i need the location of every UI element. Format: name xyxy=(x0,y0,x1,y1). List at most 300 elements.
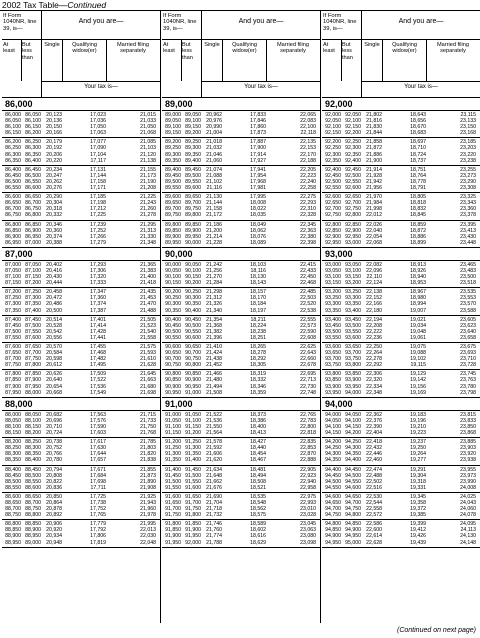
qualifying-tax-cell: 17,144 xyxy=(90,172,106,179)
married-separate-tax-cell: 23,955 xyxy=(460,466,476,473)
at-least-cell: 87,400 xyxy=(5,316,21,323)
qualifying-tax-cell: 17,252 xyxy=(90,227,106,234)
at-least-cell: 94,550 xyxy=(325,484,341,491)
single-tax-cell: 21,270 xyxy=(206,274,222,281)
less-than-cell: 93,800 xyxy=(345,362,361,369)
less-than-cell: 87,700 xyxy=(25,350,41,357)
single-tax-cell: 22,194 xyxy=(366,316,382,323)
qualifying-tax-cell: 18,764 xyxy=(410,172,426,179)
less-than-cell: 89,000 xyxy=(25,539,41,546)
table-row xyxy=(162,485,320,491)
qualifying-tax-cell: 18,980 xyxy=(410,295,426,302)
at-least-cell: 90,100 xyxy=(165,274,181,281)
single-tax-cell: 21,116 xyxy=(206,185,222,192)
single-tax-cell: 20,948 xyxy=(46,539,62,546)
table-row xyxy=(2,280,160,286)
table-row xyxy=(2,212,160,218)
single-tax-cell: 21,004 xyxy=(206,130,222,137)
single-tax-cell: 20,794 xyxy=(46,466,62,473)
form-line-label: If Form 1040NR, line 39, is— xyxy=(323,13,357,32)
married-separate-tax-cell: 23,448 xyxy=(460,239,476,246)
qualifying-tax-cell: 18,832 xyxy=(410,206,426,213)
qualifying-tax-cell: 17,549 xyxy=(90,389,106,396)
at-least-cell: 88,500 xyxy=(5,478,21,485)
single-tax-cell: 22,320 xyxy=(366,377,382,384)
row-group xyxy=(162,493,320,520)
less-than-cell: 87,350 xyxy=(25,301,41,308)
single-tax-cell: 20,472 xyxy=(46,295,62,302)
qualifying-tax-cell: 18,548 xyxy=(250,499,266,506)
single-tax-cell: 22,544 xyxy=(366,499,382,506)
at-least-cell: 92,300 xyxy=(325,151,341,158)
married-separate-tax-cell: 21,838 xyxy=(140,457,156,464)
less-than-cell: 92,350 xyxy=(345,151,361,158)
at-least-cell: 91,300 xyxy=(165,451,181,458)
income-block xyxy=(162,398,320,548)
table-row xyxy=(162,457,320,463)
married-separate-tax-cell: 23,973 xyxy=(460,472,476,479)
qualifying-tax-cell: 17,023 xyxy=(90,112,106,118)
row-group xyxy=(2,138,160,165)
qualifying-tax-cell: 17,603 xyxy=(90,430,106,437)
row-group xyxy=(2,370,160,397)
qualifying-tax-cell: 18,265 xyxy=(250,344,266,350)
qualifying-tax-cell: 17,941 xyxy=(250,166,266,173)
at-least-cell: 87,050 xyxy=(5,267,21,274)
less-than-cell: 91,550 xyxy=(185,478,201,485)
at-least-cell: 93,550 xyxy=(325,334,341,341)
single-tax-cell: 20,556 xyxy=(46,334,62,341)
at-least-cell: 88,900 xyxy=(5,533,21,540)
less-than-cell: 87,300 xyxy=(25,295,41,302)
married-separate-tax-cell: 22,678 xyxy=(300,362,316,369)
at-least-cell: 87,500 xyxy=(5,328,21,335)
less-than-cell: 86,950 xyxy=(25,233,41,240)
qualifying-tax-cell: 19,061 xyxy=(410,334,426,341)
column-header xyxy=(2,11,160,98)
single-tax-cell: 20,276 xyxy=(46,185,62,192)
married-separate-tax-cell: 22,538 xyxy=(300,307,316,314)
married-separate-tax-cell: 21,960 xyxy=(140,506,156,513)
at-least-cell: 92,400 xyxy=(325,166,341,173)
less-than-cell: 89,050 xyxy=(185,112,201,118)
less-than-cell: 86,750 xyxy=(25,206,41,213)
married-separate-tax-cell: 21,050 xyxy=(140,124,156,131)
married-separate-tax-cell: 22,748 xyxy=(300,389,316,396)
at-least-cell: 93,750 xyxy=(325,362,341,369)
qualifying-tax-cell: 17,401 xyxy=(90,316,106,323)
at-least-cell: 92,500 xyxy=(325,178,341,185)
less-than-cell: 91,400 xyxy=(185,457,201,464)
less-than-cell: 94,950 xyxy=(345,533,361,540)
married-separate-tax-cell: 23,483 xyxy=(460,267,476,274)
at-least-cell: 86,200 xyxy=(5,139,21,146)
at-least-cell: 89,350 xyxy=(165,157,181,164)
single-tax-cell: 22,516 xyxy=(366,484,382,491)
income-block xyxy=(162,98,320,248)
at-least-cell: 93,050 xyxy=(325,267,341,274)
married-separate-tax-cell: 21,820 xyxy=(140,451,156,458)
qualifying-tax-cell: 18,683 xyxy=(410,130,426,137)
married-separate-tax-cell: 22,013 xyxy=(140,527,156,534)
single-tax-cell: 21,228 xyxy=(206,239,222,246)
at-least-cell: 94,950 xyxy=(325,539,341,546)
qualifying-tax-cell: 17,995 xyxy=(250,194,266,201)
married-separate-tax-cell: 23,588 xyxy=(460,307,476,314)
less-than-cell: 92,300 xyxy=(345,145,361,152)
single-tax-cell: 21,676 xyxy=(206,484,222,491)
single-tax-cell: 22,530 xyxy=(366,493,382,500)
at-least-cell: 93,150 xyxy=(325,280,341,287)
less-than-cell: 89,150 xyxy=(185,124,201,131)
tax-table-column xyxy=(2,11,160,623)
single-tax-cell: 21,844 xyxy=(366,130,382,137)
less-than-cell: 87,800 xyxy=(25,362,41,369)
qualifying-tax-cell: 18,116 xyxy=(250,267,266,274)
married-separate-tax-cell: 24,113 xyxy=(460,527,476,534)
married-separate-tax-cell: 23,500 xyxy=(460,274,476,281)
less-than-cell: 93,300 xyxy=(345,295,361,302)
qualifying-tax-cell: 17,063 xyxy=(90,130,106,137)
at-least-cell: 93,900 xyxy=(325,383,341,390)
block-heading: 92,000 xyxy=(322,98,480,111)
single-tax-cell: 20,738 xyxy=(46,439,62,446)
qualifying-tax-cell: 18,535 xyxy=(250,493,266,500)
qualifying-tax-cell: 19,250 xyxy=(410,445,426,452)
at-least-cell: 87,800 xyxy=(5,371,21,378)
married-separate-tax-cell: 21,330 xyxy=(140,233,156,240)
less-than-cell: 91,150 xyxy=(185,423,201,430)
at-least-cell: 86,000 xyxy=(5,112,21,118)
qualifying-tax-cell: 19,277 xyxy=(410,457,426,464)
qualifying-tax-cell: 18,157 xyxy=(250,289,266,296)
married-separate-tax-cell: 21,295 xyxy=(140,221,156,228)
married-separate-tax-cell: 22,625 xyxy=(300,344,316,350)
qualifying-tax-cell: 18,494 xyxy=(250,472,266,479)
at-least-cell: 90,800 xyxy=(165,371,181,378)
at-least-cell: 94,750 xyxy=(325,512,341,519)
less-than-cell: 86,450 xyxy=(25,166,41,173)
married-separate-tax-cell: 21,138 xyxy=(140,157,156,164)
qualifying-tax-cell: 18,710 xyxy=(410,145,426,152)
single-tax-cell: 22,152 xyxy=(366,295,382,302)
single-tax-cell: 22,278 xyxy=(366,356,382,363)
less-than-cell: 93,050 xyxy=(345,261,361,268)
table-row xyxy=(162,335,320,341)
at-least-cell: 87,550 xyxy=(5,334,21,341)
married-separate-tax-cell: 21,785 xyxy=(140,439,156,446)
row-group xyxy=(2,316,160,343)
married-filing-separately-label: Married filing separately xyxy=(436,42,470,55)
qualifying-widow-label: Qualifying widow(er) xyxy=(392,42,417,55)
at-least-cell: 90,050 xyxy=(165,267,181,274)
header-rule xyxy=(41,81,160,82)
married-separate-tax-cell: 22,608 xyxy=(300,334,316,341)
at-least-cell: 90,850 xyxy=(165,377,181,384)
at-least-cell: 88,850 xyxy=(5,527,21,534)
less-than-cell: 87,000 xyxy=(25,239,41,246)
qualifying-tax-cell: 17,765 xyxy=(90,512,106,519)
married-separate-tax-cell: 23,238 xyxy=(460,157,476,164)
married-separate-tax-cell: 23,903 xyxy=(460,445,476,452)
at-least-cell: 89,600 xyxy=(165,194,181,201)
married-separate-tax-cell: 21,278 xyxy=(140,212,156,219)
married-separate-tax-cell: 22,433 xyxy=(300,267,316,274)
and-you-are-label: And you are— xyxy=(238,18,284,25)
single-tax-cell: 20,416 xyxy=(46,267,62,274)
married-separate-tax-cell: 23,745 xyxy=(460,371,476,378)
single-tax-cell: 20,710 xyxy=(46,423,62,430)
row-group xyxy=(2,193,160,220)
single-tax-cell: 22,376 xyxy=(366,417,382,424)
at-least-cell: 91,250 xyxy=(165,445,181,452)
less-than-cell: 92,750 xyxy=(345,206,361,213)
married-separate-tax-cell: 23,255 xyxy=(460,166,476,173)
at-least-label: At least xyxy=(163,42,175,55)
single-tax-cell: 21,172 xyxy=(206,212,222,219)
qualifying-tax-cell: 19,129 xyxy=(410,371,426,378)
less-than-cell: 92,950 xyxy=(345,233,361,240)
single-tax-cell: 21,480 xyxy=(206,377,222,384)
married-separate-tax-cell: 22,730 xyxy=(300,383,316,390)
qualifying-tax-cell: 19,358 xyxy=(410,499,426,506)
married-separate-tax-cell: 21,208 xyxy=(140,185,156,192)
income-block xyxy=(2,398,160,548)
single-tax-cell: 21,130 xyxy=(206,194,222,201)
single-tax-cell: 22,222 xyxy=(366,328,382,335)
less-than-cell: 90,100 xyxy=(185,267,201,274)
table-row xyxy=(2,540,160,546)
married-separate-tax-cell: 21,190 xyxy=(140,178,156,185)
qualifying-tax-cell: 17,684 xyxy=(90,472,106,479)
married-separate-tax-cell: 22,485 xyxy=(300,289,316,296)
single-tax-cell: 20,346 xyxy=(46,221,62,228)
single-tax-cell: 21,956 xyxy=(366,185,382,192)
married-separate-tax-cell: 21,260 xyxy=(140,206,156,213)
table-row xyxy=(322,185,480,191)
married-separate-tax-cell: 22,555 xyxy=(300,316,316,323)
tax-table-column xyxy=(322,11,480,623)
income-block xyxy=(2,248,160,398)
less-than-cell: 90,850 xyxy=(185,371,201,378)
married-separate-tax-cell: 24,043 xyxy=(460,499,476,506)
at-least-cell: 92,250 xyxy=(325,145,341,152)
less-than-cell: 90,400 xyxy=(185,307,201,314)
married-separate-tax-cell: 21,873 xyxy=(140,472,156,479)
form-line-label: If Form 1040NR, line 39, is— xyxy=(3,13,37,32)
qualifying-tax-cell: 18,589 xyxy=(250,521,266,528)
less-than-cell: 89,100 xyxy=(185,118,201,125)
less-than-cell: 88,250 xyxy=(25,439,41,446)
row-group xyxy=(162,466,320,493)
single-tax-cell: 21,970 xyxy=(366,194,382,201)
single-tax-cell: 21,718 xyxy=(206,506,222,513)
at-least-cell: 88,950 xyxy=(5,539,21,546)
single-tax-cell: 22,166 xyxy=(366,301,382,308)
qualifying-tax-cell: 18,791 xyxy=(410,185,426,192)
income-block xyxy=(2,98,160,248)
married-separate-tax-cell: 22,030 xyxy=(140,533,156,540)
table-row xyxy=(2,390,160,396)
married-separate-tax-cell: 23,885 xyxy=(460,439,476,446)
at-least-label: At least xyxy=(3,42,15,55)
single-tax-cell: 22,208 xyxy=(366,322,382,329)
qualifying-tax-cell: 18,953 xyxy=(410,280,426,287)
block-heading: 89,000 xyxy=(162,98,320,111)
less-than-cell: 90,000 xyxy=(185,239,201,246)
table-row xyxy=(2,485,160,491)
less-than-cell: 94,200 xyxy=(345,430,361,437)
married-separate-tax-cell: 21,575 xyxy=(140,344,156,350)
less-than-cell: 88,050 xyxy=(25,411,41,418)
at-least-cell: 92,100 xyxy=(325,124,341,131)
at-least-cell: 89,400 xyxy=(165,166,181,173)
qualifying-tax-cell: 17,185 xyxy=(90,194,106,201)
row-group xyxy=(322,193,480,220)
married-separate-tax-cell: 21,068 xyxy=(140,130,156,137)
at-least-cell: 89,250 xyxy=(165,145,181,152)
single-tax-cell: 21,984 xyxy=(366,200,382,207)
less-than-cell: 86,300 xyxy=(25,145,41,152)
at-least-cell: 88,700 xyxy=(5,506,21,513)
at-least-cell: 90,950 xyxy=(165,389,181,396)
less-than-cell: 94,550 xyxy=(345,478,361,485)
at-least-cell: 88,800 xyxy=(5,521,21,528)
table-row xyxy=(2,240,160,246)
at-least-cell: 92,800 xyxy=(325,221,341,228)
married-separate-tax-cell: 24,060 xyxy=(460,506,476,513)
single-tax-cell: 20,808 xyxy=(46,472,62,479)
qualifying-tax-cell: 18,643 xyxy=(410,112,426,118)
at-least-cell: 91,900 xyxy=(165,533,181,540)
single-tax-cell: 21,396 xyxy=(206,334,222,341)
less-than-cell: 87,650 xyxy=(25,344,41,350)
qualifying-tax-cell: 18,656 xyxy=(410,118,426,125)
single-tax-cell: 21,144 xyxy=(206,200,222,207)
block-heading: 86,000 xyxy=(2,98,160,111)
married-separate-tax-cell: 21,855 xyxy=(140,466,156,473)
qualifying-tax-cell: 18,818 xyxy=(410,200,426,207)
single-tax-cell: 20,318 xyxy=(46,206,62,213)
qualifying-tax-cell: 17,293 xyxy=(90,261,106,268)
single-tax-cell: 20,206 xyxy=(46,151,62,158)
single-tax-cell: 21,200 xyxy=(206,227,222,234)
table-row xyxy=(322,390,480,396)
single-tax-cell: 22,138 xyxy=(366,289,382,296)
qualifying-tax-cell: 19,385 xyxy=(410,512,426,519)
single-tax-cell: 20,220 xyxy=(46,157,62,164)
at-least-cell: 86,150 xyxy=(5,130,21,137)
qualifying-tax-cell: 17,914 xyxy=(250,151,266,158)
single-tax-cell: 21,578 xyxy=(206,439,222,446)
single-tax-cell: 21,508 xyxy=(206,389,222,396)
table-row xyxy=(322,430,480,436)
less-than-cell: 92,900 xyxy=(345,227,361,234)
single-label: Single xyxy=(364,42,380,48)
at-least-cell: 92,350 xyxy=(325,157,341,164)
married-separate-tax-cell: 21,365 xyxy=(140,261,156,268)
at-least-cell: 94,150 xyxy=(325,430,341,437)
qualifying-tax-cell: 18,670 xyxy=(410,124,426,131)
at-least-cell: 90,650 xyxy=(165,350,181,357)
married-separate-tax-cell: 22,573 xyxy=(300,322,316,329)
less-than-cell: 88,100 xyxy=(25,417,41,424)
single-tax-cell: 21,340 xyxy=(206,307,222,314)
qualifying-tax-cell: 19,345 xyxy=(410,493,426,500)
qualifying-tax-cell: 17,927 xyxy=(250,157,266,164)
at-least-cell: 89,050 xyxy=(165,118,181,125)
less-than-cell: 88,500 xyxy=(25,472,41,479)
married-separate-tax-cell: 22,940 xyxy=(300,478,316,485)
less-than-cell: 88,550 xyxy=(25,478,41,485)
at-least-cell: 91,950 xyxy=(165,539,181,546)
table-row xyxy=(162,158,320,164)
less-than-cell: 88,900 xyxy=(25,527,41,534)
at-least-cell: 89,300 xyxy=(165,151,181,158)
qualifying-tax-cell: 18,521 xyxy=(250,484,266,491)
table-row xyxy=(2,457,160,463)
less-than-cell: 91,050 xyxy=(185,411,201,418)
at-least-cell: 94,600 xyxy=(325,493,341,500)
at-least-cell: 89,450 xyxy=(165,172,181,179)
single-tax-cell: 21,424 xyxy=(206,350,222,357)
block-heading: 91,000 xyxy=(162,398,320,411)
less-than-cell: 88,600 xyxy=(25,484,41,491)
at-least-cell: 91,750 xyxy=(165,512,181,519)
qualifying-tax-cell: 17,225 xyxy=(90,212,106,219)
continued-note: (Continued on next page) xyxy=(397,627,476,634)
less-than-cell: 91,850 xyxy=(185,521,201,528)
married-separate-tax-cell: 21,610 xyxy=(140,356,156,363)
less-than-cell: 94,700 xyxy=(345,499,361,506)
married-separate-tax-cell: 23,990 xyxy=(460,478,476,485)
row-group xyxy=(162,520,320,547)
qualifying-tax-cell: 18,400 xyxy=(250,423,266,430)
at-least-cell: 92,750 xyxy=(325,212,341,219)
qualifying-tax-cell: 18,778 xyxy=(410,178,426,185)
less-than-cell: 94,900 xyxy=(345,527,361,534)
at-least-cell: 92,000 xyxy=(325,112,341,118)
married-separate-tax-cell: 23,850 xyxy=(460,423,476,430)
at-least-cell: 86,100 xyxy=(5,124,21,131)
at-least-cell: 94,650 xyxy=(325,499,341,506)
table-row xyxy=(2,158,160,164)
at-least-cell: 90,350 xyxy=(165,307,181,314)
at-least-cell: 90,300 xyxy=(165,301,181,308)
qualifying-tax-cell: 17,212 xyxy=(90,206,106,213)
qualifying-tax-cell: 18,751 xyxy=(410,166,426,173)
married-separate-tax-cell: 22,380 xyxy=(300,233,316,240)
qualifying-tax-cell: 18,967 xyxy=(410,289,426,296)
single-tax-cell: 20,584 xyxy=(46,350,62,357)
single-tax-cell: 22,418 xyxy=(366,439,382,446)
less-than-cell: 88,000 xyxy=(25,389,41,396)
table-row xyxy=(322,335,480,341)
less-than-cell: 94,600 xyxy=(345,484,361,491)
qualifying-tax-cell: 19,021 xyxy=(410,316,426,323)
less-than-cell: 92,850 xyxy=(345,221,361,228)
less-than-cell: 90,050 xyxy=(185,261,201,268)
less-than-cell: 88,800 xyxy=(25,512,41,519)
married-separate-tax-cell: 22,205 xyxy=(300,166,316,173)
married-separate-tax-cell: 23,535 xyxy=(460,289,476,296)
column-header xyxy=(322,11,480,98)
qualifying-tax-cell: 17,414 xyxy=(90,322,106,329)
married-separate-tax-cell: 21,750 xyxy=(140,423,156,430)
less-than-cell: 86,200 xyxy=(25,130,41,137)
single-tax-cell: 22,628 xyxy=(366,539,382,546)
block-heading: 87,000 xyxy=(2,248,160,261)
